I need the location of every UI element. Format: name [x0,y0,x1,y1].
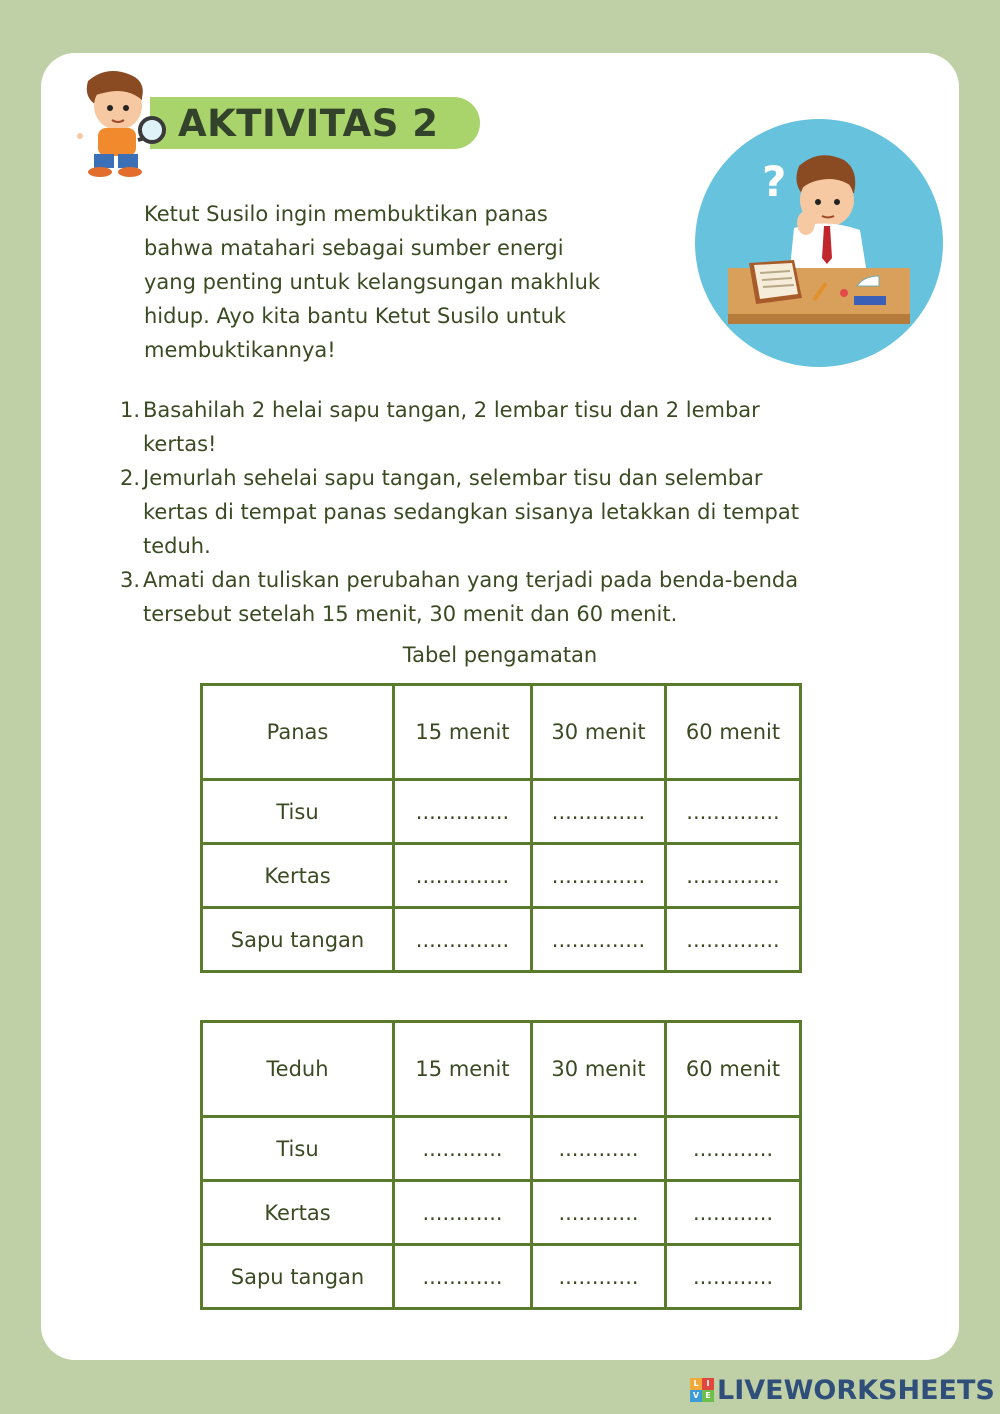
row-label: Kertas [202,1181,394,1245]
intro-line: yang penting untuk kelangsungan makhluk [144,270,601,294]
page-title: AKTIVITAS 2 [178,102,439,145]
answer-blank[interactable]: .............. [532,908,666,972]
table-row [202,1117,801,1181]
step-line: kertas! [143,432,217,456]
instruction-list [110,393,900,631]
answer-blank[interactable]: .............. [666,780,801,844]
header-cell: 15 menit [394,685,532,780]
instruction-step-1 [110,393,900,461]
answer-blank[interactable]: .............. [532,844,666,908]
intro-line: Ketut Susilo ingin membuktikan panas [144,202,548,226]
answer-blank[interactable]: ............ [532,1181,666,1245]
header-cell: 60 menit [666,1022,801,1117]
answer-blank[interactable]: ............ [394,1117,532,1181]
brand-name: LIVEWORKSHEETS [717,1374,995,1406]
answer-blank[interactable]: ............ [666,1245,801,1309]
svg-text:?: ? [762,157,787,206]
answer-blank[interactable]: .............. [532,780,666,844]
logo-letter: I [702,1378,714,1390]
logo-letter: V [690,1390,702,1402]
logo-letter: L [690,1378,702,1390]
table-row [202,1181,801,1245]
answer-blank[interactable]: .............. [666,908,801,972]
header-cell: Teduh [202,1022,394,1117]
step-number: 2. [119,466,140,490]
step-number: 1. [119,398,140,422]
step-number: 3. [119,568,140,592]
step-line: Basahilah 2 helai sapu tangan, 2 lembar tisu dan 2 lembar [143,398,760,422]
step-line: teduh. [143,534,211,558]
answer-blank[interactable]: .............. [394,908,532,972]
intro-line: bahwa matahari sebagai sumber energi [144,236,564,260]
intro-line: hidup. Ayo kita bantu Ketut Susilo untuk [144,304,567,328]
observation-table-teduh [200,1020,802,1310]
header-cell: Panas [202,685,394,780]
liveworksheets-logo-icon [690,1378,714,1402]
thinking-student-illustration [694,118,944,368]
answer-blank[interactable]: .............. [666,844,801,908]
answer-blank[interactable]: ............ [394,1181,532,1245]
step-line: Amati dan tuliskan perubahan yang terjadi pada benda-benda [143,568,799,592]
step-line: tersebut setelah 15 menit, 30 menit dan 60 menit. [143,602,678,626]
table-header-row [202,685,801,780]
row-label: Sapu tangan [202,908,394,972]
answer-blank[interactable]: .............. [394,844,532,908]
answer-blank[interactable]: ............ [666,1117,801,1181]
boy-magnifier-illustration [68,66,173,178]
answer-blank[interactable]: ............ [394,1245,532,1309]
logo-letter: E [702,1390,714,1402]
instruction-step-3 [110,563,900,631]
header-cell: 30 menit [532,1022,666,1117]
answer-blank[interactable]: ............ [532,1117,666,1181]
row-label: Tisu [202,780,394,844]
row-label: Tisu [202,1117,394,1181]
header-cell: 60 menit [666,685,801,780]
header-cell: 15 menit [394,1022,532,1117]
row-label: Sapu tangan [202,1245,394,1309]
header-cell: 30 menit [532,685,666,780]
instruction-step-2 [110,461,900,563]
intro-line: membuktikannya! [144,338,336,362]
table-row [202,908,801,972]
step-line: Jemurlah sehelai sapu tangan, selembar tisu dan selembar [143,466,763,490]
table-row [202,844,801,908]
observation-table-panas [200,683,802,973]
step-line: kertas di tempat panas sedangkan sisanya letakkan di tempat [143,500,799,524]
intro-paragraph [144,197,684,367]
table-row [202,780,801,844]
row-label: Kertas [202,844,394,908]
answer-blank[interactable]: ............ [666,1181,801,1245]
table-header-row [202,1022,801,1117]
answer-blank[interactable]: ............ [532,1245,666,1309]
table-caption: Tabel pengamatan [402,643,598,667]
table-row [202,1245,801,1309]
liveworksheets-brand[interactable] [690,1374,995,1406]
answer-blank[interactable]: .............. [394,780,532,844]
